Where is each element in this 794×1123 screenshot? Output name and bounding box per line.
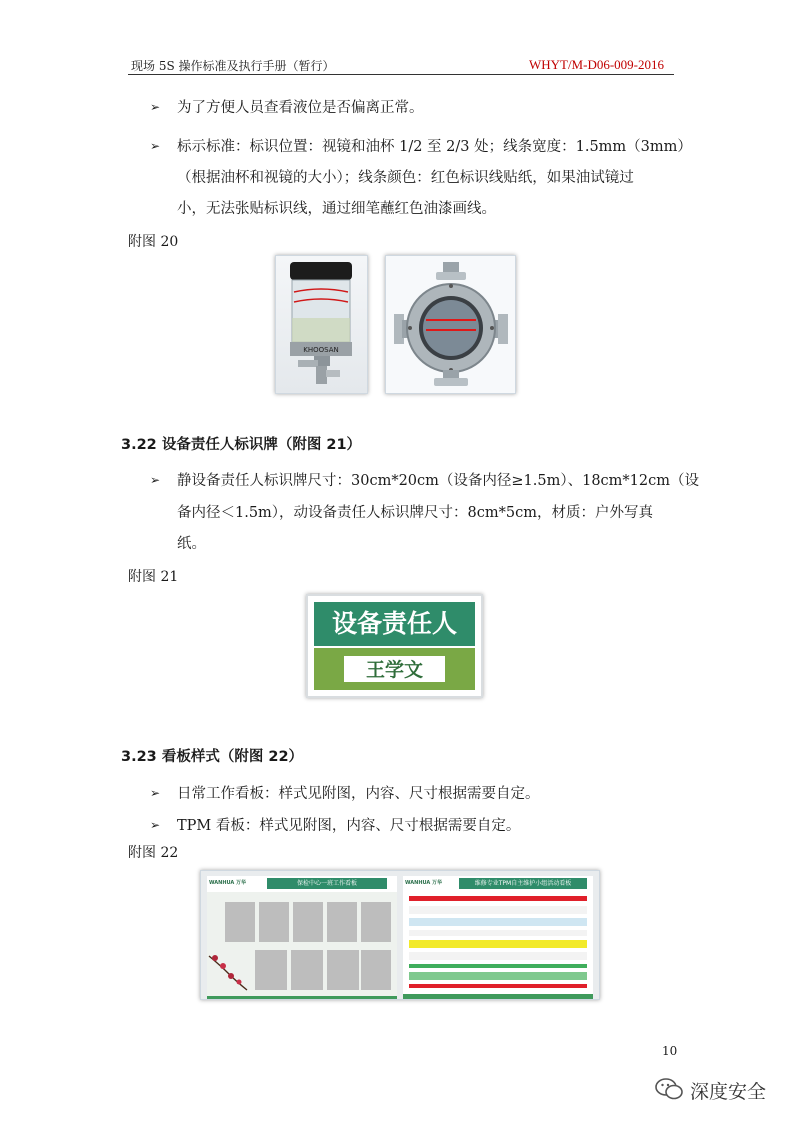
header-right: WHYT/M-D06-009-2016: [528, 57, 664, 72]
oil-bullet-1: 为了方便人员查看液位是否偏离正常。: [177, 100, 424, 116]
oil-cup-illustration: [276, 256, 367, 393]
plum-blossom-decoration: [207, 946, 251, 992]
daily-board-title: 保检中心一班工作看板: [267, 878, 387, 889]
bullet-arrow-icon: ➢: [150, 473, 161, 487]
sight-glass-illustration: [386, 256, 515, 393]
sign-name: 王学文: [344, 656, 445, 682]
sign-bullet-line-3: 纸。: [177, 536, 206, 552]
figure-20-caption: 附图 20: [128, 234, 179, 250]
sign-title: 设备责任人: [314, 602, 475, 646]
section-323-heading: 3.23 看板样式（附图 22）: [121, 749, 304, 765]
daily-work-board: [207, 876, 397, 999]
cup-label: KHOOSAN: [303, 346, 339, 354]
oil-cup-photo: [275, 255, 368, 394]
tpm-board: [403, 876, 593, 999]
daily-board-logo: WANHUA 万华: [209, 880, 247, 886]
bullet-arrow-icon: ➢: [150, 139, 161, 153]
boards-photo: [200, 870, 600, 1000]
sign-name-band: [314, 648, 475, 690]
figure-21-caption: 附图 21: [128, 569, 179, 585]
watermark-text: 深度安全: [690, 1081, 767, 1103]
responsibility-sign: [306, 594, 483, 698]
oil-bullet-2-line-2: （根据油杯和视镜的大小）；线条颜色：红色标识线贴纸，如果油试镜过: [177, 170, 634, 186]
page-number: 10: [662, 1044, 678, 1058]
oil-bullet-2-line-1: 标示标准：标识位置：视镜和油杯 1/2 至 2/3 处；线条宽度：1.5mm（3mm）: [177, 139, 692, 155]
bullet-arrow-icon: ➢: [150, 818, 161, 832]
figure-22-caption: 附图 22: [128, 845, 179, 861]
header-left: 现场 5S 操作标准及执行手册（暂行）: [131, 59, 335, 73]
tpm-board-logo: WANHUA 万华: [405, 880, 443, 886]
bullet-arrow-icon: ➢: [150, 786, 161, 800]
sign-bullet-line-2: 备内径＜1.5m），动设备责任人标识牌尺寸：8cm*5cm，材质：户外写真: [177, 505, 653, 521]
board-bullet-2: TPM 看板：样式见附图，内容、尺寸根据需要自定。: [177, 818, 521, 834]
wechat-logo-icon: [654, 1077, 684, 1101]
sight-glass-photo: [385, 255, 516, 394]
oil-bullet-2-line-3: 小，无法张贴标识线，通过细笔蘸红色油漆画线。: [177, 201, 496, 217]
tpm-board-title: 维修专业TPM自主维护小组活动看板: [459, 878, 587, 889]
bullet-arrow-icon: ➢: [150, 100, 161, 114]
section-322-heading: 3.22 设备责任人标识牌（附图 21）: [121, 437, 362, 453]
sign-bullet-line-1: 静设备责任人标识牌尺寸：30cm*20cm（设备内径≥1.5m）、18cm*12cm（设: [177, 473, 699, 489]
board-bullet-1: 日常工作看板：样式见附图，内容、尺寸根据需要自定。: [177, 786, 540, 802]
header-rule: [128, 74, 674, 75]
